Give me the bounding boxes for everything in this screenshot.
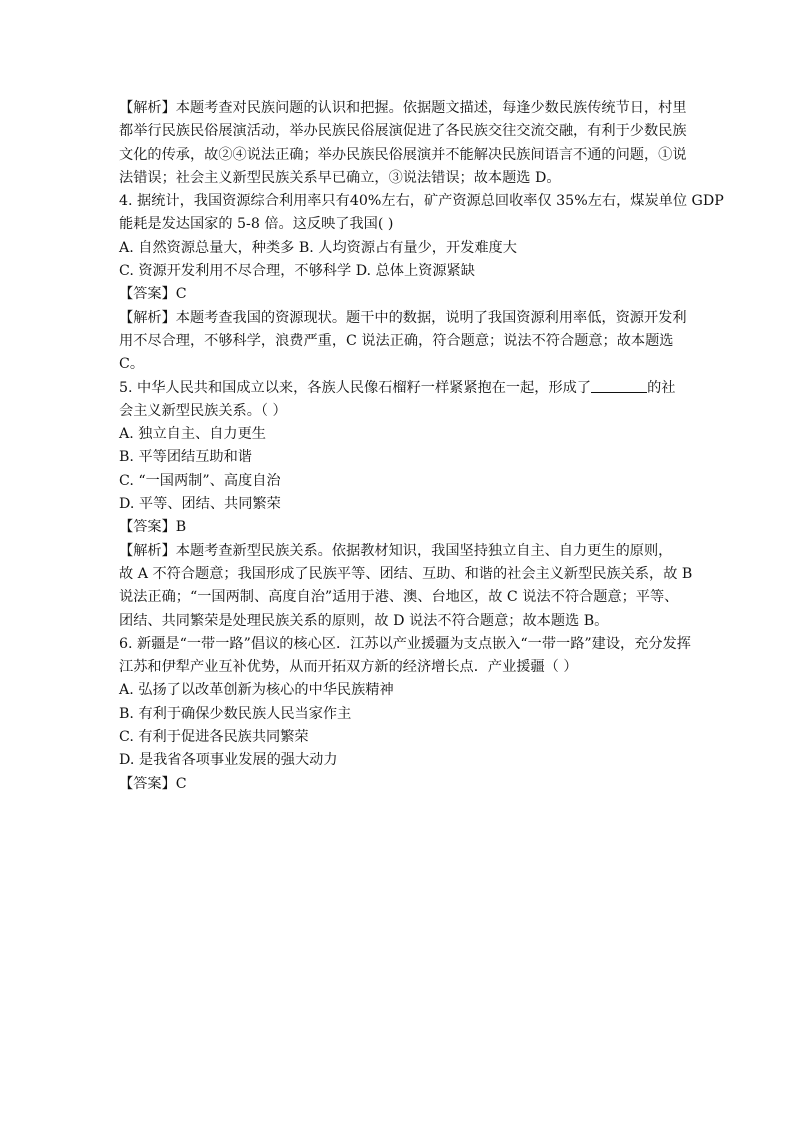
question-6-stem: 6. 新疆是“一带一路”倡议的核心区．江苏以产业援疆为支点嵌入“一带一路”建设，充分发挥	[119, 635, 691, 652]
question-6-stem: 江苏和伊犁产业互补优势，从而开拓双方新的经济增长点．产业援疆（ ）	[119, 659, 578, 676]
answer-label: 【答案】C	[119, 775, 187, 792]
document-page	[119, 97, 724, 796]
question-4-options-ab: A. 自然资源总量大，种类多 B. 人均资源占有量少，开发难度大	[119, 239, 517, 256]
question-4-options-cd: C. 资源开发利用不尽合理，不够科学 D. 总体上资源紧缺	[119, 263, 475, 280]
analysis-text: 团结、共同繁荣是处理民族关系的原则，故 D 说法不符合题意；故本题选 B。	[119, 612, 609, 629]
analysis-text: 【解析】本题考查我国的资源现状。题干中的数据，说明了我国资源利用率低，资源开发利	[119, 309, 687, 326]
question-5-stem-tail: 的社	[647, 379, 676, 396]
analysis-text: C。	[119, 356, 145, 373]
question-5-option-b: B. 平等团结互助和谐	[119, 449, 252, 466]
question-4-stem: 能耗是发达国家的 5-8 倍。这反映了我国( )	[119, 216, 394, 233]
question-6-option-d: D. 是我省各项事业发展的强大动力	[119, 752, 338, 769]
question-6-option-c: C. 有利于促进各民族共同繁荣	[119, 729, 309, 746]
answer-label: 【答案】B	[119, 519, 187, 536]
question-6-option-a: A. 弘扬了以改革创新为核心的中华民族精神	[119, 682, 394, 699]
question-5-option-c: C. “一国两制”、高度自治	[119, 472, 281, 489]
question-5-stem	[119, 377, 679, 400]
question-5-option-a: A. 独立自主、自力更生	[119, 426, 266, 443]
analysis-text: 法错误；社会主义新型民族关系早已确立，③说法错误；故本题选 D。	[119, 169, 561, 186]
fill-in-blank	[591, 378, 647, 393]
answer-label: 【答案】C	[119, 286, 187, 303]
question-5-stem-head: 5. 中华人民共和国成立以来，各族人民像石榴籽一样紧紧抱在一起，形成了	[119, 379, 592, 396]
analysis-text: 文化的传承，故②④说法正确；举办民族民俗展演并不能解决民族间语言不通的问题，①说	[119, 146, 687, 163]
analysis-text: 【解析】本题考查对民族问题的认识和把握。依据题文描述，每逢少数民族传统节日，村里	[119, 100, 687, 116]
question-5-stem: 会主义新型民族关系。（ ）	[119, 402, 287, 419]
question-4-stem: 4. 据统计，我国资源综合利用率只有40%左右，矿产资源总回收率仅 35%左右，煤炭单位 GDP	[119, 193, 724, 210]
analysis-text: 故 A 不符合题意；我国形成了民族平等、团结、互助、和谐的社会主义新型民族关系，故 B	[119, 565, 693, 582]
analysis-text: 【解析】本题考查新型民族关系。依据教材知识，我国坚持独立自主、自力更生的原则，	[119, 542, 673, 559]
analysis-text: 说法正确；“一国两制、高度自治”适用于港、澳、台地区，故 C 说法不符合题意；平等、	[119, 589, 679, 606]
question-6-option-b: B. 有利于确保少数民族人民当家作主	[119, 705, 352, 722]
analysis-text: 用不尽合理，不够科学，浪费严重，C 说法正确，符合题意；说法不符合题意；故本题选	[119, 332, 674, 349]
question-5-option-d: D. 平等、团结、共同繁荣	[119, 496, 281, 513]
analysis-text: 都举行民族民俗展演活动，举办民族民俗展演促进了各民族交往交流交融，有利于少数民族	[119, 123, 687, 140]
